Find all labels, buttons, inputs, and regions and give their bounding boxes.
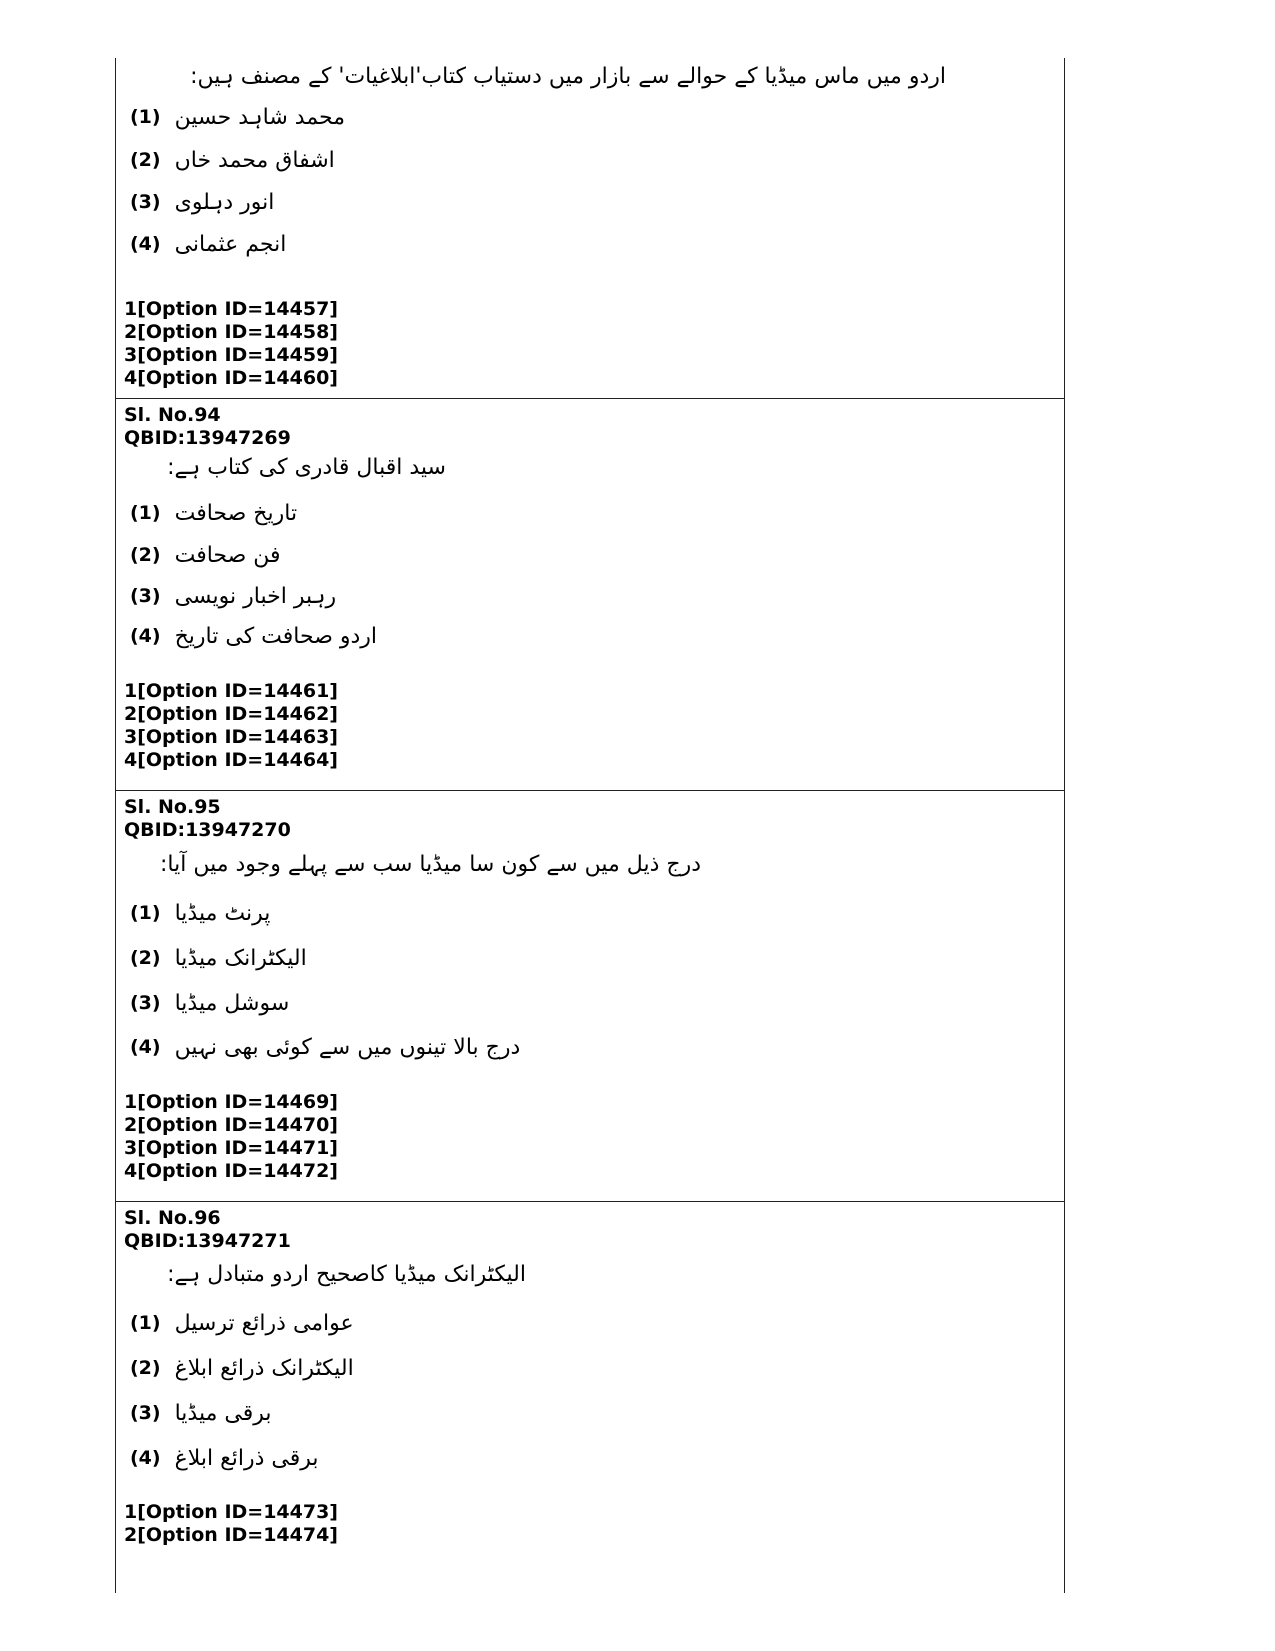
option-2 [130,942,307,974]
option-text: تاریخ صحافت [174,500,298,526]
option-text: فن صحافت [174,542,281,568]
option-text: اردو صحافت کی تاریخ [174,623,378,649]
option-id: 3[Option ID=14471] [124,1137,338,1159]
option-id: 4[Option ID=14472] [124,1160,338,1182]
option-id: 1[Option ID=14473] [124,1501,338,1523]
option-number: (2) [130,149,161,171]
option-id-list [124,680,338,772]
option-number: (2) [130,544,161,566]
option-number: (4) [130,233,161,255]
option-1 [130,497,297,529]
question-block [116,58,1064,399]
serial-number: Sl. No.96 [124,1207,221,1229]
option-number: (4) [130,1036,161,1058]
option-text: برقی میڈیا [174,1400,272,1426]
question-block [116,790,1064,1202]
serial-number: Sl. No.95 [124,796,221,818]
option-text: انور دہلوی [174,189,275,215]
option-number: (2) [130,947,161,969]
option-number: (3) [130,191,161,213]
option-3 [130,580,336,612]
option-id: 1[Option ID=14457] [124,298,338,320]
option-number: (3) [130,1402,161,1424]
option-number: (1) [130,902,161,924]
option-number: (4) [130,625,161,647]
question-block [116,1201,1064,1593]
question-text: اردو میں ماس میڈیا کے حوالے سے بازار میں دستیاب کتاب'ابلاغیات' کے مصنف ہیں: [190,64,946,89]
option-id: 3[Option ID=14459] [124,344,338,366]
option-2 [130,144,335,176]
option-id: 4[Option ID=14464] [124,749,338,771]
option-3 [130,186,274,218]
option-4 [130,1442,319,1474]
option-1 [130,101,345,133]
option-id: 2[Option ID=14470] [124,1114,338,1136]
question-text: درج ذیل میں سے کون سا میڈیا سب سے پہلے وجود میں آیا: [160,852,701,877]
option-text: الیکٹرانک میڈیا [174,945,307,971]
option-id: 1[Option ID=14461] [124,680,338,702]
option-text: الیکٹرانک ذرائع ابلاغ [174,1355,354,1381]
option-id: 2[Option ID=14474] [124,1524,338,1546]
option-text: رہبر اخبار نویسی [174,583,337,609]
option-text: درج بالا تینوں میں سے کوئی بھی نہیں [174,1034,521,1060]
option-number: (4) [130,1447,161,1469]
option-number: (1) [130,502,161,524]
qbid: QBID:13947270 [124,819,291,841]
option-3 [130,1397,272,1429]
qbid: QBID:13947271 [124,1230,291,1252]
option-text: محمد شاہد حسین [174,104,346,130]
option-text: سوشل میڈیا [174,990,290,1016]
option-number: (2) [130,1357,161,1379]
option-id-list [124,1501,338,1547]
option-text: انجم عثمانی [174,231,287,257]
qbid: QBID:13947269 [124,427,291,449]
option-text: اشفاق محمد خاں [174,147,335,173]
question-text: سید اقبال قادری کی کتاب ہے: [167,455,446,480]
option-4 [130,1031,520,1063]
option-text: برقی ذرائع ابلاغ [174,1445,319,1471]
question-block [116,398,1064,791]
option-1 [130,897,270,929]
option-id: 1[Option ID=14469] [124,1091,338,1113]
option-2 [130,539,281,571]
serial-number: Sl. No.94 [124,404,221,426]
question-text: الیکٹرانک میڈیا کاصحیح اردو متبادل ہے: [167,1262,526,1287]
option-id: 2[Option ID=14462] [124,703,338,725]
option-1 [130,1307,354,1339]
option-id-list [124,298,338,390]
option-2 [130,1352,354,1384]
option-4 [130,620,377,652]
option-number: (3) [130,992,161,1014]
option-id: 2[Option ID=14458] [124,321,338,343]
option-text: عوامی ذرائع ترسیل [174,1310,354,1336]
option-text: پرنٹ میڈیا [174,900,271,926]
option-4 [130,228,286,260]
option-id-list [124,1091,338,1183]
question-table [115,58,1065,1593]
option-id: 4[Option ID=14460] [124,367,338,389]
option-number: (3) [130,585,161,607]
option-id: 3[Option ID=14463] [124,726,338,748]
option-number: (1) [130,106,161,128]
option-number: (1) [130,1312,161,1334]
option-3 [130,987,289,1019]
